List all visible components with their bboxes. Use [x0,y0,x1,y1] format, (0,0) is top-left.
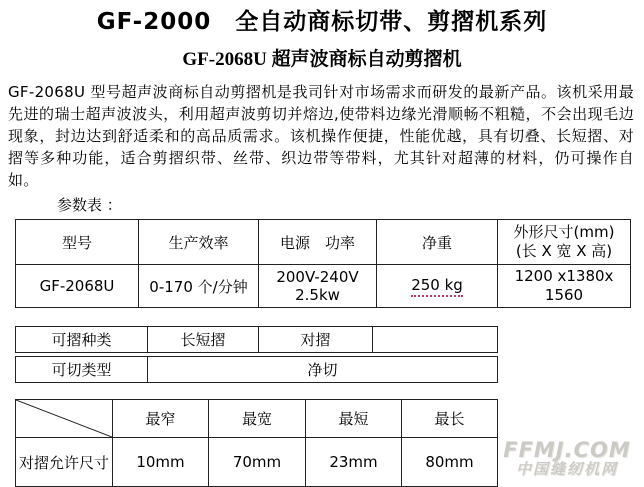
cut-type-value: 净切 [148,357,498,383]
size-header-longest: 最长 [402,400,498,438]
spec-header-efficiency: 生产效率 [139,220,259,265]
diagonal-line-icon [16,400,112,437]
spec-value-efficiency: 0-170 个/分钟 [139,265,259,308]
fold-types-row [16,327,498,353]
spec-header-power: 电源 功率 [259,220,377,265]
spec-table-header-row [16,220,631,265]
watermark [493,439,641,478]
cut-types-row [16,357,498,383]
size-limits-table [15,399,498,487]
spellcheck-underlined-text: 250 kg [411,276,463,297]
spec-value-dimensions [498,265,631,308]
fold-type-2: 对摺 [259,327,373,353]
watermark-site-name: 中国缝纫机网 [515,460,618,478]
size-table-header-row [16,400,498,438]
fold-type-1: 长短摺 [148,327,259,353]
page-subtitle: GF-2068U 超声波商标自动剪摺机 [182,49,462,70]
spec-header-model: 型号 [16,220,139,265]
spec-table [15,219,631,308]
size-header-widest: 最宽 [209,400,306,438]
spec-header-dimensions [498,220,631,265]
spec-value-dimensions-line1: 1200 x1380x [514,267,614,285]
spec-header-net-weight: 净重 [377,220,498,265]
params-table-label: 参数表 ： [57,196,122,214]
cut-types-label: 可切类型 [16,357,148,383]
size-table-data-row [16,438,498,487]
size-value-widest: 70mm [209,438,306,487]
page-title: GF-2000 全自动商标切带、剪摺机系列 [96,9,548,35]
spec-value-dimensions-line2: 1560 [544,286,584,304]
watermark-site-text: FFMJ.COM [503,438,631,462]
cut-types-table [15,356,498,383]
size-header-shortest: 最短 [306,400,402,438]
size-value-longest: 80mm [402,438,498,487]
spec-header-dimensions-line1: 外形尺寸(mm) [513,223,615,241]
fold-types-table [15,326,498,353]
spec-value-power: 200V-240V 2.5kw [259,265,377,308]
product-description: GF-2068U 型号超声波商标自动剪摺机是我司针对市场需求而研发的最新产品。该机采用最先进的瑞士超声波波头，利用超声波剪切并熔边,使带料边缘光滑顺畅不粗糙，不会出现毛边现象，封边达到舒适柔和的高品质需求。该机操作便捷，性能优越，具有切叠、长短摺、对摺等多种功能，适合剪摺织带、丝带、织边带等带料，尤其针对超薄的材料，仍可操作自如。 [8,83,634,189]
spec-value-net-weight [377,265,498,308]
size-header-narrowest: 最窄 [113,400,209,438]
diagonal-divider-cell [16,400,113,438]
spec-table-data-row [16,265,631,308]
fold-type-empty-cell [373,327,498,353]
spec-header-dimensions-line2: (长 X 宽 X 高) [515,242,613,260]
size-value-narrowest: 10mm [113,438,209,487]
fold-types-label: 可摺种类 [16,327,148,353]
size-value-shortest: 23mm [306,438,402,487]
spec-value-model: GF-2068U [16,265,139,308]
size-row-label: 对摺允许尺寸 [16,438,113,487]
